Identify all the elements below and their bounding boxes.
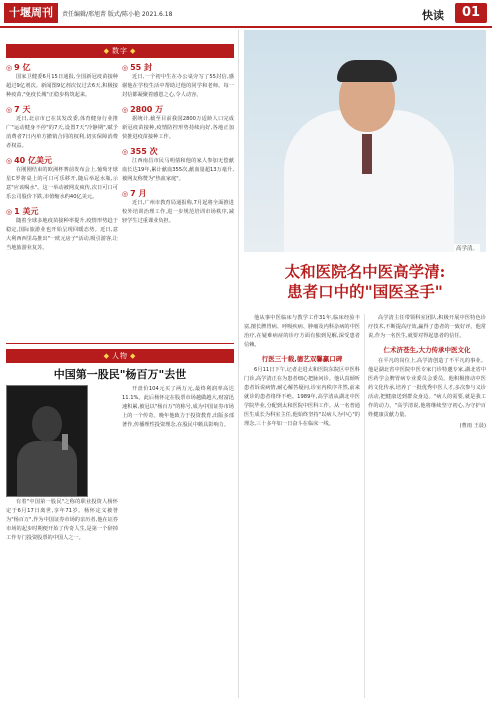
section-tag: 快读 — [422, 9, 444, 22]
feature-body: 6月11日下午,记者走进太和医院东院区中医科门诊,高学清正在为患者细心把脉问诊。他认真倾听患者诉说病情,耐心解答疑问,诊室内秩序井然,前来就诊的患者络绎不绝。1989年,高学清从湖北中医学院毕业,分配到太和医院中医科工作。从一名普通医生成长为科室主任,他始终坚持"以病人为中心"的理念,三十多年如一日奋斗在临床一线。 — [244, 367, 360, 427]
feature-subtitle: 患者口中的"国医圣手" — [287, 282, 443, 301]
page-number: 01 — [455, 3, 487, 23]
byline: (曹雨 王晨) — [459, 423, 486, 429]
news-item — [122, 104, 234, 142]
numbers-column-left — [6, 62, 118, 257]
bullet-icon: ◎ — [6, 64, 13, 72]
bullet-icon: ◎ — [6, 208, 13, 216]
bullet-icon: ◎ — [6, 157, 13, 165]
item-body: 近日,北京市已在其发改委,体育健身行业推广"运动健身不停"的7天,设置7天"冷静期",赋予消费者7日内单方撤销合同的权利,切实保障消费者权益。 — [6, 116, 118, 149]
column-divider — [364, 314, 365, 698]
news-item — [6, 104, 118, 151]
item-headline: 7 天 — [14, 105, 31, 114]
column-divider — [238, 30, 239, 698]
bullet-icon: ◎ — [6, 106, 13, 114]
diamond-icon: ◆ — [130, 47, 137, 55]
newspaper-logo: 十堰周刊 — [4, 3, 58, 23]
feature-subhead: 仁术济苍生,大力传承中医文化 — [383, 346, 471, 354]
news-item — [6, 62, 118, 100]
portrait-photo — [6, 385, 88, 497]
item-headline: 9 亿 — [14, 63, 31, 72]
banner-label: 人物 — [112, 352, 128, 360]
feature-subhead: 行医三十载,德艺双馨赢口碑 — [261, 355, 343, 363]
section-banner-shuzi — [6, 44, 234, 58]
item-body: 国家卫健委6月15日通报,全国新冠疫苗接种超过9亿剂次。新闻图9亿剂次仅过去6天,积极接种疫苗,"免疫长城"正稳步构筑起来。 — [6, 74, 118, 98]
bullet-icon: ◎ — [122, 106, 129, 114]
feature-intro: 他从事中医临床与教学工作31年,临床经验丰富,擅长脾胃病、呼吸疾病、肿瘤及内科杂病的中医治疗,在疑难病症的诊疗方面有独到见解,深受患者信赖。 — [244, 315, 360, 348]
item-body: 随着全球多地疫苗接种率提升,疫情形势趋于稳定,国际旅游业也开始呈现回暖态势。近日,意大利西西里岛推出"一欧元房子"活动,吸引游客,让当地旅游业复苏。 — [6, 218, 118, 251]
bullet-icon: ◎ — [122, 64, 129, 72]
item-headline: 2800 万 — [130, 105, 164, 114]
item-headline: 40 亿美元 — [14, 156, 53, 165]
photo-caption: 高学清。 — [456, 246, 479, 252]
banner-label: 数字 — [112, 47, 128, 55]
item-headline: 355 次 — [130, 147, 158, 156]
diamond-icon: ◆ — [103, 47, 110, 55]
item-body: 据统计,截至目前我国2800万适龄人口完成新冠疫苗接种,疫情防控形势持续向好,各地正加快推进疫苗接种工作。 — [122, 116, 234, 140]
item-body: 在刚刚结束的欧洲杯赛前发布会上,葡萄牙球星C罗将桌上的可口可乐移开,随后举起水瓶,示意"应该喝水"。这一举动被网友疯传,次日可口可乐公司股价下跌,市值缩水约40亿美元。 — [6, 167, 118, 200]
item-body: 近日,一个初中生在办公桌旁写了55封信,感谢他在学校生活中帮助过他的同学和老师。每一封信都凝聚着感恩之心,令人动容。 — [122, 74, 234, 98]
article-body-right: 开盘价104元买了两万元,最终利润率高达11.1%。此后杨怀定在股票市场越做越大,财富迅速积累,被冠以"杨百万"的称号,成为中国证券市场上的一个传奇。晚年他致力于投资教育,出版多部著作,传播理性投资理念,在股民中颇具影响力。 — [122, 386, 234, 428]
numbers-column-right — [122, 62, 234, 230]
news-item — [6, 206, 118, 253]
bullet-icon: ◎ — [122, 148, 129, 156]
bullet-icon: ◎ — [122, 190, 129, 198]
article-body-left: 有着"中国第一股民"之称的职业投资人杨怀定于6月17日离世,享年71岁。杨怀定义被誉为"杨百万",作为中国证券市场的亲历者,他在证券市场的起步时期便开始了传奇人生,是第一个辞掉工作专门投资股票的中国人之一。 — [6, 499, 118, 541]
feature-column-left — [244, 314, 360, 429]
editor-meta: 责任编辑/邢旭菁 版式/陈小艳 2021.6.18 — [62, 11, 173, 18]
doctor-photo — [244, 30, 486, 252]
item-headline: 7 月 — [130, 189, 147, 198]
diamond-icon: ◆ — [130, 352, 137, 360]
diamond-icon: ◆ — [103, 352, 110, 360]
item-body: 江西南昌市民马明倩和他的家人参加无偿献血长达19年,累计献血355次,献血量超13万毫升,被网友称赞为"热血家庭"。 — [122, 158, 234, 182]
feature-title: 太和医院名中医高学清: — [284, 262, 446, 281]
item-headline: 1 美元 — [14, 207, 39, 216]
item-body: 近日,广州市教育局通报称,7月起将全面推进校外培训治理工作,进一步规范培训市场秩序,减轻学生过重课业负担。 — [122, 200, 234, 224]
item-headline: 55 封 — [130, 63, 153, 72]
feature-body: 高学清主任带领科室团队,积极开展中医特色诊疗技术,不断提高疗效,赢得了患者的一致好评。他常说,作为一名医生,就要对得起患者的信任。 — [368, 315, 486, 339]
news-item — [122, 188, 234, 226]
news-item — [122, 62, 234, 100]
section-divider — [6, 343, 234, 344]
article-title: 中国第一股民"杨百万"去世 — [53, 368, 187, 381]
section-banner-renwu — [6, 349, 234, 363]
news-item — [122, 146, 234, 184]
news-item — [6, 155, 118, 202]
feature-column-right — [368, 314, 486, 429]
feature-body: 在平凡的岗位上,高学清创造了不平凡的事业。他是湖北省中医院中医专家门诊特邀专家,湖北省中医药学会脾胃病专业委员会委员。他积极推动中医药文化传承,培养了一批优秀中医人才,多次参与义诊活动,把健康送到群众身边。"病人的需要,就是我工作的动力。"高学清说,他将继续坚守初心,为守护百姓健康贡献力量。 — [368, 358, 486, 418]
